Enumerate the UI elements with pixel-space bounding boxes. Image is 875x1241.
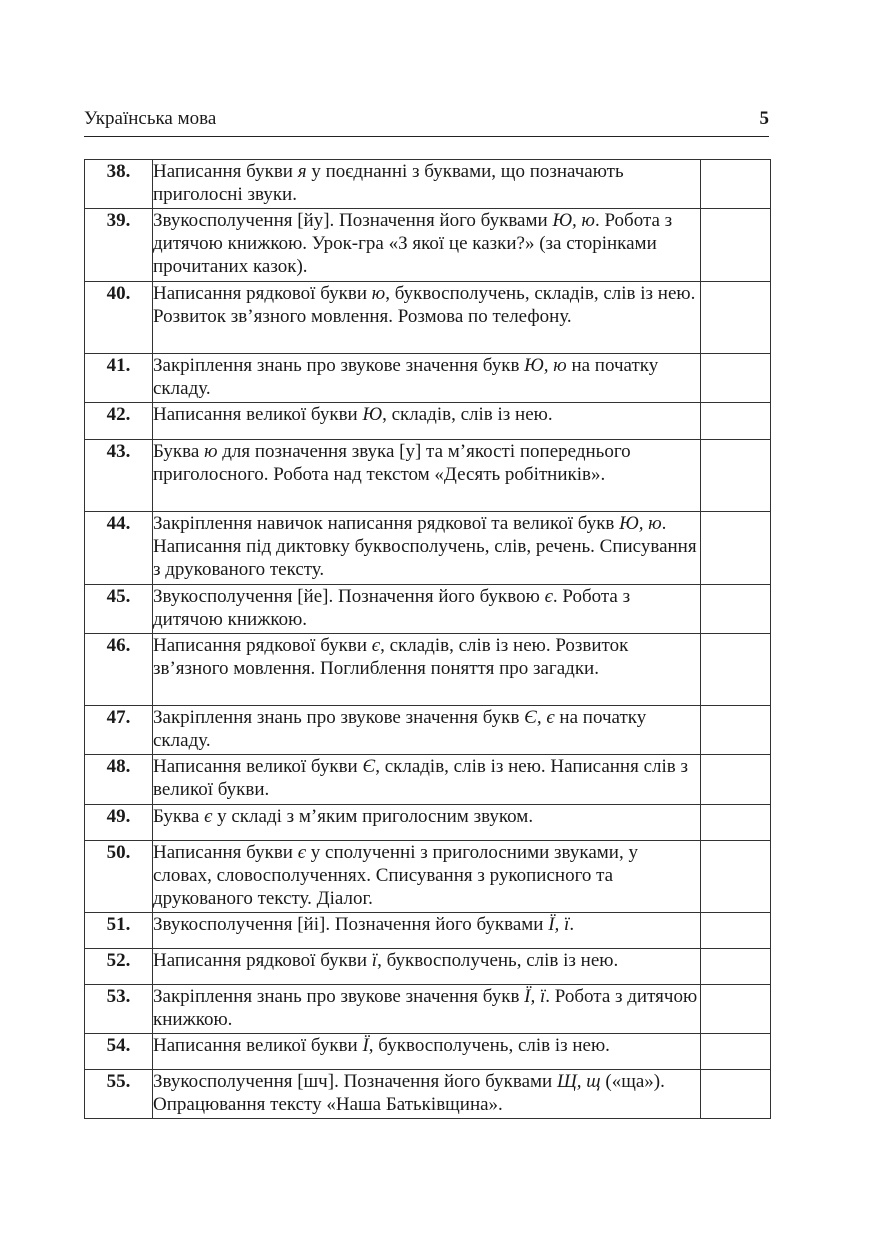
topic-text: Написання великої букви <box>153 404 363 425</box>
table-row <box>85 440 771 512</box>
topic-text: Звукосполучення [йе]. Позначення його буквою <box>153 586 545 607</box>
topic-text: , буквосполучень, слів із нею. <box>377 950 619 971</box>
lesson-topic <box>153 1070 701 1119</box>
table-row <box>85 512 771 585</box>
table-row <box>85 585 771 634</box>
topic-text: на початку складу. <box>153 707 647 751</box>
lesson-topic <box>153 209 701 282</box>
topic-letter-italic: є <box>371 635 381 656</box>
date-cell <box>701 985 771 1034</box>
lesson-number: 40. <box>85 282 153 354</box>
page-number: 5 <box>759 108 769 129</box>
topic-letter-italic: є <box>544 586 553 607</box>
page-header <box>84 106 769 137</box>
lesson-number: 38. <box>85 160 153 209</box>
lesson-topic <box>153 440 701 512</box>
lesson-number: 42. <box>85 403 153 440</box>
topic-text: Написання букви <box>153 161 298 182</box>
topic-text: . Написання під диктовку буквосполучень, слів, речень. Списування з друкованого тексту. <box>153 513 697 580</box>
lesson-topic <box>153 706 701 755</box>
topic-letter-italic: Ю, ю <box>524 355 567 376</box>
date-cell <box>701 913 771 949</box>
topic-letter-italic: Щ, щ <box>556 1071 601 1092</box>
date-cell <box>701 585 771 634</box>
topic-letter-italic: Є, є <box>524 707 555 728</box>
lesson-topic <box>153 585 701 634</box>
date-cell <box>701 282 771 354</box>
topic-text: Буква <box>153 441 205 462</box>
lesson-number: 47. <box>85 706 153 755</box>
table-row <box>85 1070 771 1119</box>
topic-text: . Робота з дитячою книжкою. <box>153 986 698 1030</box>
lesson-number: 53. <box>85 985 153 1034</box>
table-row <box>85 160 771 209</box>
topic-text: , буквосполучень, складів, слів із нею. Розвиток зв’язного мовлення. Розмова по телефону. <box>153 283 696 327</box>
topic-text: для позначення звука [у] та м’якості попереднього приголосного. Робота над текстом «Десять робітників». <box>153 441 631 485</box>
lesson-number: 46. <box>85 634 153 706</box>
lesson-topic <box>153 949 701 985</box>
lesson-table <box>84 159 771 1119</box>
table-row <box>85 949 771 985</box>
lesson-topic <box>153 841 701 913</box>
lesson-number: 44. <box>85 512 153 585</box>
table-row <box>85 634 771 706</box>
topic-text: Закріплення знань про звукове значення букв <box>153 707 525 728</box>
lesson-topic <box>153 913 701 949</box>
topic-letter-italic: ю <box>204 441 218 462</box>
lesson-topic <box>153 755 701 805</box>
table-row <box>85 209 771 282</box>
date-cell <box>701 354 771 403</box>
topic-text: Буква <box>153 806 205 827</box>
topic-text: , складів, слів із нею. <box>382 404 553 425</box>
topic-text: Звукосполучення [йу]. Позначення його буквами <box>153 210 553 231</box>
lesson-number: 55. <box>85 1070 153 1119</box>
lesson-number: 48. <box>85 755 153 805</box>
topic-text: , буквосполучень, слів із нею. <box>368 1035 610 1056</box>
date-cell <box>701 841 771 913</box>
lesson-topic <box>153 512 701 585</box>
topic-letter-italic: є <box>297 842 307 863</box>
topic-letter-italic: є <box>204 806 213 827</box>
topic-text: . Робота з дитячою книжкою. Урок-гра «З якої це казки?» (за сторінками прочитаних казок). <box>153 210 673 277</box>
table-row <box>85 706 771 755</box>
topic-text: Закріплення знань про звукове значення букв <box>153 986 525 1007</box>
topic-text: Написання рядкової букви <box>153 283 372 304</box>
topic-text: . Робота з дитячою книжкою. <box>153 586 631 630</box>
date-cell <box>701 755 771 805</box>
table-row <box>85 913 771 949</box>
topic-text: на початку складу. <box>153 355 659 399</box>
table-row <box>85 282 771 354</box>
lesson-topic <box>153 985 701 1034</box>
table-row <box>85 985 771 1034</box>
topic-text: Написання букви <box>153 842 298 863</box>
lesson-topic <box>153 1034 701 1070</box>
table-row <box>85 354 771 403</box>
table-row <box>85 755 771 805</box>
topic-text: Написання великої букви <box>153 756 363 777</box>
topic-letter-italic: Ї <box>362 1035 369 1056</box>
topic-text: . <box>569 914 575 935</box>
date-cell <box>701 634 771 706</box>
table-row <box>85 403 771 440</box>
topic-letter-italic: Ю, ю <box>619 513 662 534</box>
topic-letter-italic: ї <box>371 950 378 971</box>
lesson-number: 41. <box>85 354 153 403</box>
topic-text: , складів, слів із нею. Розвиток зв’язного мовлення. Поглиблення поняття про загадки. <box>153 635 629 679</box>
date-cell <box>701 209 771 282</box>
date-cell <box>701 160 771 209</box>
topic-text: у сполученні з приголосними звуками, у словах, словосполученнях. Списування з рукописного та друкованого тексту. Діалог. <box>153 842 638 909</box>
table-row <box>85 841 771 913</box>
lesson-table-body <box>85 160 771 1119</box>
running-title: Українська мова <box>84 108 217 129</box>
lesson-number: 39. <box>85 209 153 282</box>
topic-letter-italic: Є <box>362 756 376 777</box>
date-cell <box>701 1070 771 1119</box>
topic-letter-italic: ю <box>371 283 386 304</box>
topic-text: у поєднанні з буквами, що позначають приголосні звуки. <box>153 161 624 205</box>
date-cell <box>701 949 771 985</box>
topic-text: Звукосполучення [шч]. Позначення його буквами <box>153 1071 557 1092</box>
date-cell <box>701 1034 771 1070</box>
lesson-number: 52. <box>85 949 153 985</box>
topic-letter-italic: Ю, ю <box>552 210 595 231</box>
topic-text: Написання рядкової букви <box>153 950 372 971</box>
lesson-number: 45. <box>85 585 153 634</box>
lesson-number: 51. <box>85 913 153 949</box>
lesson-topic <box>153 634 701 706</box>
topic-letter-italic: Ї, ї <box>524 986 546 1007</box>
topic-text: («ща»). Опрацювання тексту «Наша Батьківщина». <box>153 1071 665 1115</box>
topic-letter-italic: я <box>297 161 307 182</box>
date-cell <box>701 805 771 841</box>
table-row <box>85 1034 771 1070</box>
topic-text: Написання великої букви <box>153 1035 363 1056</box>
lesson-number: 49. <box>85 805 153 841</box>
lesson-topic <box>153 282 701 354</box>
topic-text: Написання рядкової букви <box>153 635 372 656</box>
lesson-number: 54. <box>85 1034 153 1070</box>
date-cell <box>701 403 771 440</box>
lesson-topic <box>153 805 701 841</box>
topic-text: Закріплення навичок написання рядкової та великої букв <box>153 513 620 534</box>
date-cell <box>701 706 771 755</box>
topic-letter-italic: Ю <box>362 404 383 425</box>
lesson-topic <box>153 403 701 440</box>
topic-letter-italic: Ї, ї <box>548 914 570 935</box>
lesson-number: 50. <box>85 841 153 913</box>
lesson-topic <box>153 354 701 403</box>
lesson-number: 43. <box>85 440 153 512</box>
date-cell <box>701 512 771 585</box>
topic-text: Закріплення знань про звукове значення букв <box>153 355 525 376</box>
topic-text: у складі з м’яким приголосним звуком. <box>212 806 534 827</box>
topic-text: Звукосполучення [йі]. Позначення його буквами <box>153 914 549 935</box>
topic-text: , складів, слів із нею. Написання слів з великої букви. <box>153 756 689 800</box>
table-row <box>85 805 771 841</box>
date-cell <box>701 440 771 512</box>
lesson-topic <box>153 160 701 209</box>
